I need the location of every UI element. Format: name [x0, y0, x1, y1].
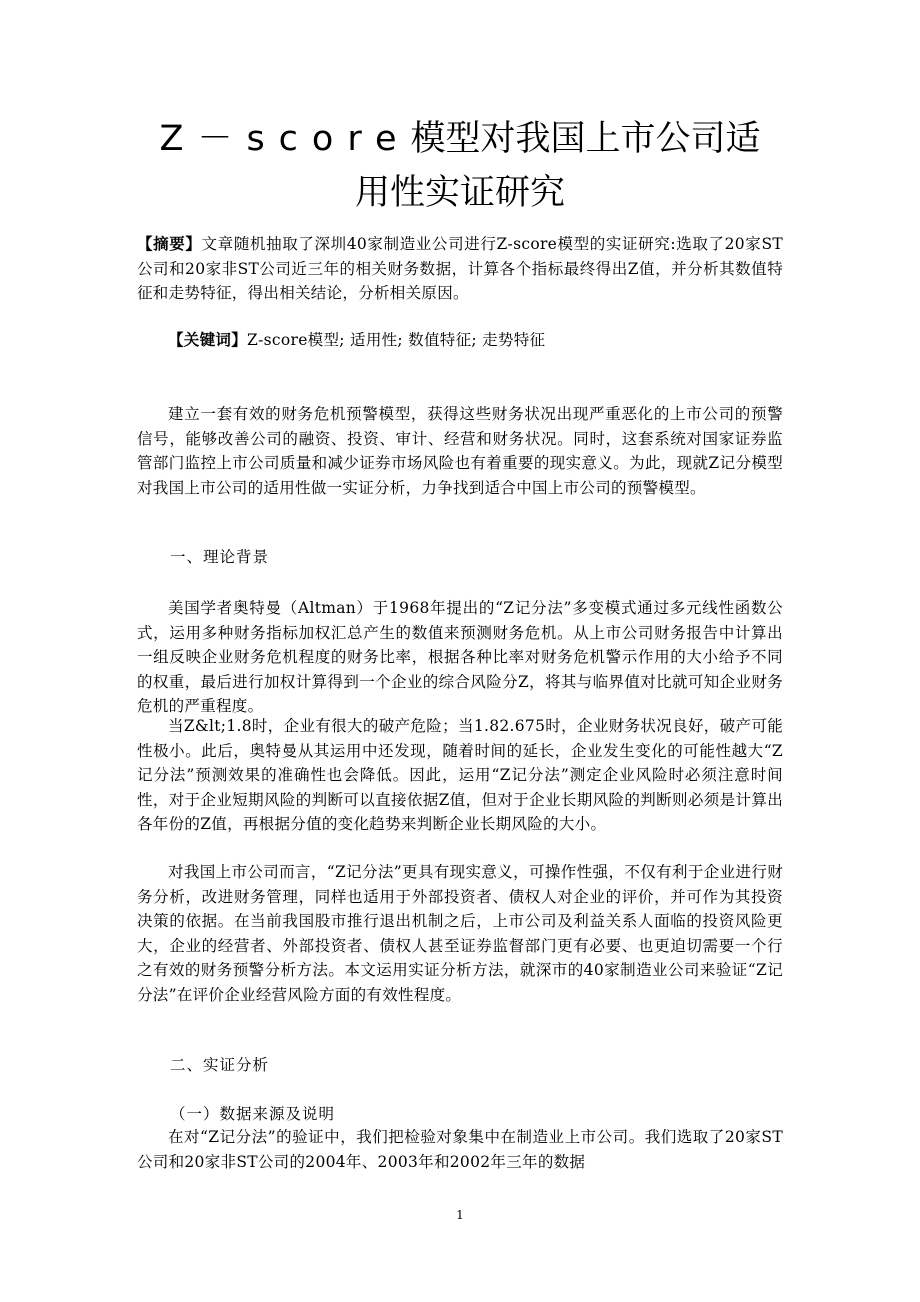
title-latin: Z－score	[159, 119, 411, 159]
abstract-text: 文章随机抽取了深圳40家制造业公司进行Z-score模型的实证研究:选取了20家ST公司和20家非ST公司近三年的相关财务数据，计算各个指标最终得出Z值，并分析其数值特征和走势特征，得出相关结论，分析相关原因。	[137, 235, 783, 302]
abstract	[137, 232, 783, 306]
section1-paragraph-3: 对我国上市公司而言，“Z记分法”更具有现实意义，可操作性强，不仅有利于企业进行财务分析，改进财务管理，同样也适用于外部投资者、债权人对企业的评价，并可作为其投资决策的依据。在当前我国股市推行退出机制之后，上市公司及利益关系人面临的投资风险更大，企业的经营者、外部投资者、债权人甚至证券监督部门更有必要、也更迫切需要一个行之有效的财务预警分析方法。本文运用实证分析方法，就深市的40家制造业公司来验证“Z记分法”在评价企业经营风险方面的有效性程度。	[137, 863, 783, 1004]
document-title	[120, 112, 800, 220]
keywords-label: 【关键词】	[168, 330, 248, 349]
title-chinese-line1: 模型对我国上市公司适	[410, 119, 761, 159]
page-number: 1	[456, 1208, 464, 1222]
section1-paragraph-2: 当Z&lt;1.8时，企业有很大的破产危险；当1.82.675时，企业财务状况良好，破产可能性极小。此后，奥特曼从其运用中还发现，随着时间的延长，企业发生变化的可能性越大“Z记分法”预测效果的准确性也会降低。因此，运用“Z记分法”测定企业风险时必须注意时间性，对于企业短期风险的判断可以直接依据Z值，但对于企业长期风险的判断则必须是计算出各年份的Z值，再根据分值的变化趋势来判断企业长期风险的大小。	[137, 717, 783, 833]
section2-heading: 二、实证分析	[170, 1056, 270, 1074]
keywords	[137, 328, 783, 353]
abstract-label: 【摘要】	[137, 234, 202, 253]
section1-heading: 一、理论背景	[170, 548, 270, 566]
intro-paragraph: 建立一套有效的财务危机预警模型，获得这些财务状况出现严重恶化的上市公司的预警信号，能够改善公司的融资、投资、审计、经营和财务状况。同时，这套系统对国家证券监管部门监控上市公司质量和减少证券市场风险也有着重要的现实意义。为此，现就Z记分模型对我国上市公司的适用性做一实证分析，力争找到适合中国上市公司的预警模型。	[137, 405, 783, 497]
section2-subheading-1: （一）数据来源及说明	[170, 1105, 336, 1123]
section2-paragraph-1: 在对“Z记分法”的验证中，我们把检验对象集中在制造业上市公司。我们选取了20家ST公司和20家非ST公司的2004年、2003年和2002年三年的数据	[137, 1128, 783, 1171]
keywords-text: Z-score模型; 适用性; 数值特征; 走势特征	[247, 331, 546, 349]
section1-paragraph-1: 美国学者奥特曼（Altman）于1968年提出的“Z记分法”多变模式通过多元线性函数公式，运用多种财务指标加权汇总产生的数值来预测财务危机。从上市公司财务报告中计算出一组反映企业财务危机程度的财务比率，根据各种比率对财务危机警示作用的大小给予不同的权重，最后进行加权计算得到一个企业的综合风险分Z，将其与临界值对比就可知企业财务危机的严重程度。	[137, 599, 783, 715]
title-chinese-line2: 用性实证研究	[354, 173, 565, 213]
